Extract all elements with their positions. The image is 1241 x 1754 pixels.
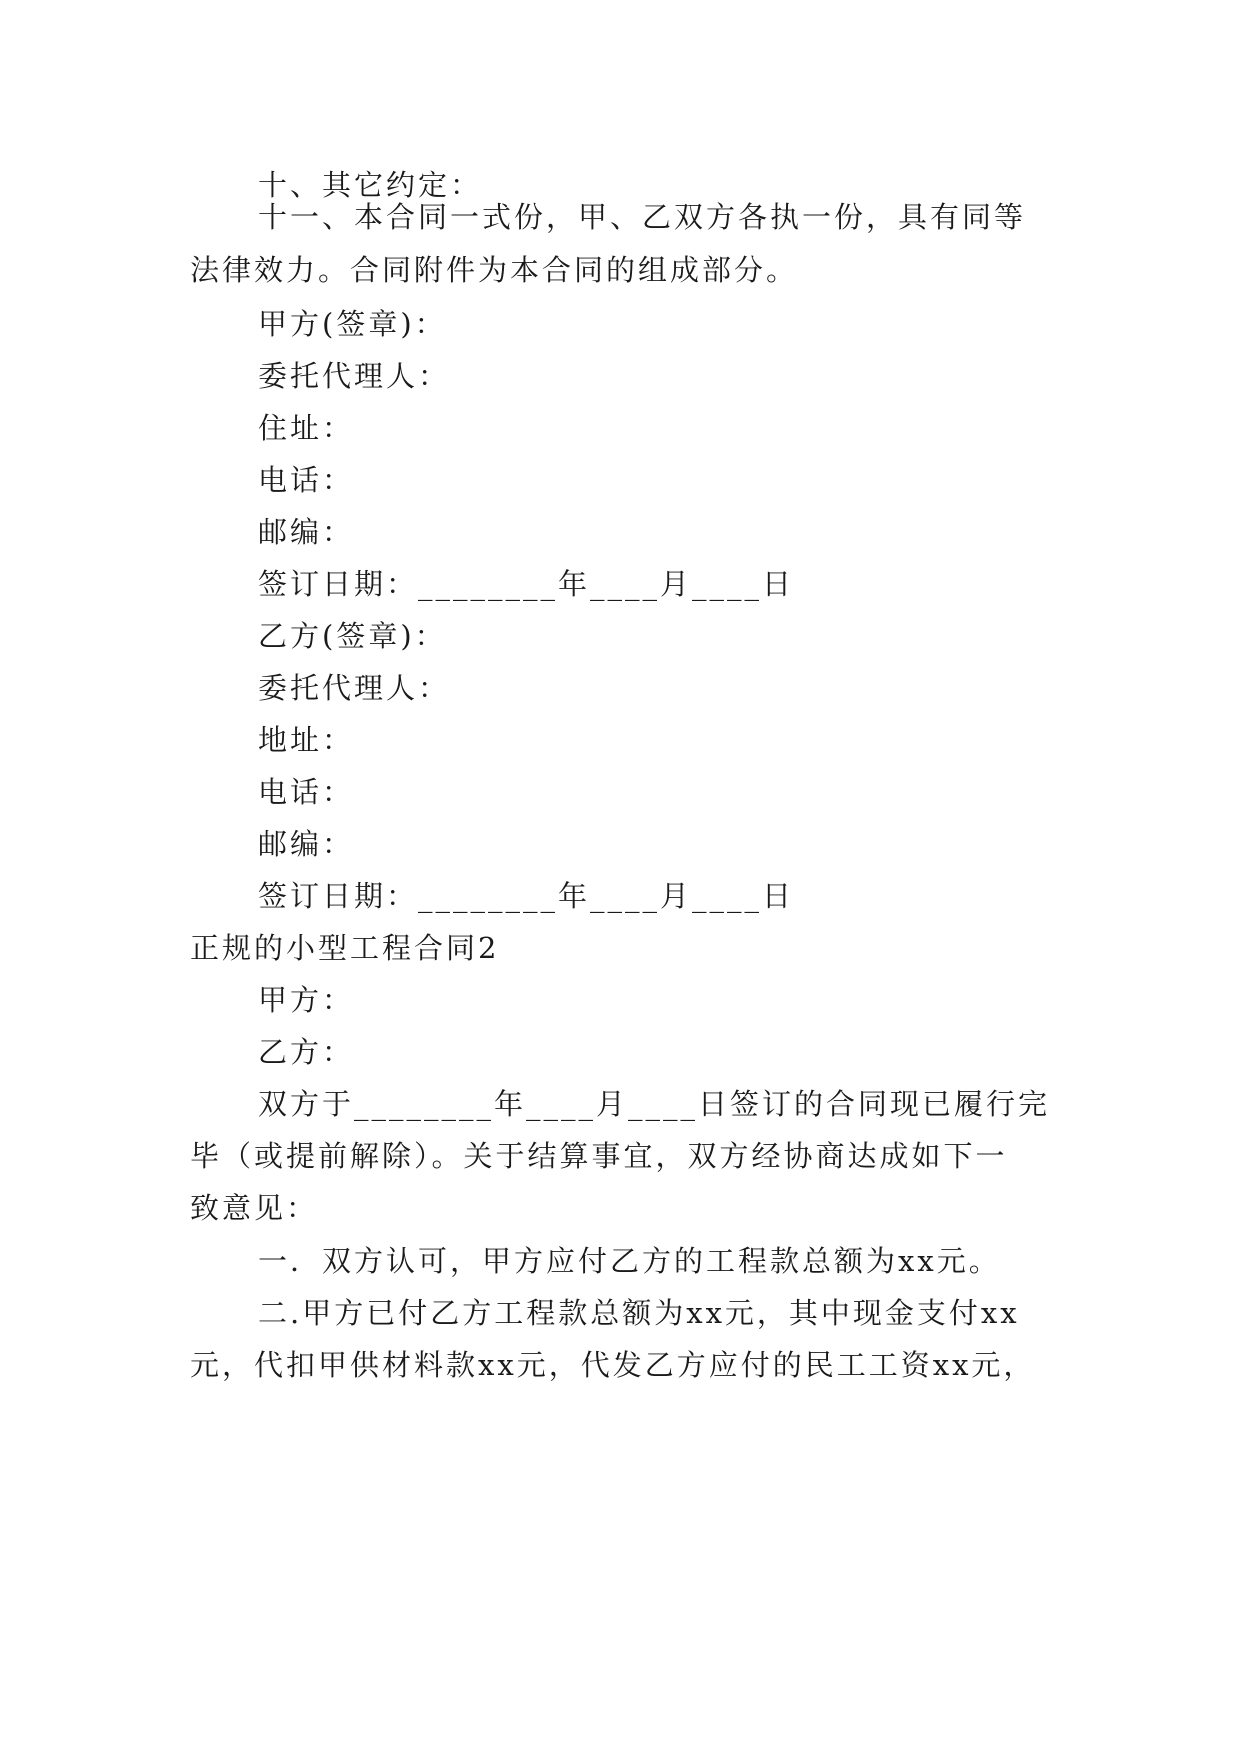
settlement-para-line-3: 致意见： [190, 1191, 319, 1225]
section-title: 正规的小型工程合同2 [190, 931, 500, 965]
party-b-address-label: 地址： [258, 723, 355, 757]
party-b-sign-date: 签订日期：________年____月____日 [258, 879, 795, 913]
clause-10-heading: 十、其它约定： [258, 168, 483, 202]
party-a-label: 甲方： [258, 983, 355, 1017]
party-a-postcode-label: 邮编： [258, 515, 355, 549]
party-b-phone-label: 电话： [258, 775, 355, 809]
party-b-seal-label: 乙方(签章)： [258, 619, 447, 653]
party-a-phone-label: 电话： [258, 463, 355, 497]
settlement-para-line-2: 毕（或提前解除）。关于结算事宜，双方经协商达成如下一 [190, 1139, 1008, 1173]
party-a-sign-date: 签订日期：________年____月____日 [258, 567, 795, 601]
item-1-line: 一．双方认可，甲方应付乙方的工程款总额为xx元。 [258, 1244, 1001, 1278]
clause-11-line-1: 十一、本合同一式份，甲、乙双方各执一份，具有同等 [258, 200, 1027, 234]
party-b-label: 乙方： [258, 1035, 355, 1069]
party-a-agent-label: 委托代理人： [258, 359, 451, 393]
item-2-line-1: 二.甲方已付乙方工程款总额为xx元，其中现金支付xx [258, 1296, 1020, 1330]
party-a-address-label: 住址： [258, 411, 355, 445]
party-a-seal-label: 甲方(签章)： [258, 307, 447, 341]
settlement-para-line-1: 双方于________年____月____日签订的合同现已履行完 [258, 1087, 1051, 1121]
party-b-agent-label: 委托代理人： [258, 671, 451, 705]
clause-11-line-2: 法律效力。合同附件为本合同的组成部分。 [190, 253, 799, 287]
item-2-line-2: 元，代扣甲供材料款xx元，代发乙方应付的民工工资xx元， [190, 1348, 1036, 1382]
party-b-postcode-label: 邮编： [258, 827, 355, 861]
